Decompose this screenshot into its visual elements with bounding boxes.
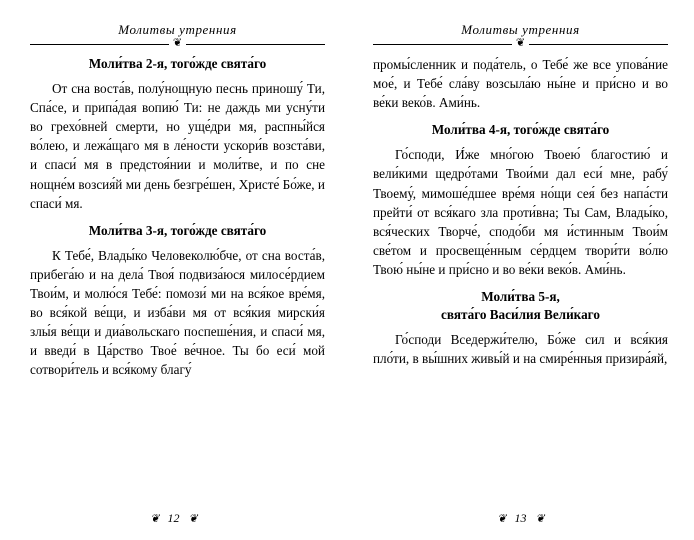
page-right — [347, 0, 694, 540]
header-rule-right — [373, 37, 668, 49]
rule-line-right-start — [373, 44, 512, 45]
ornament-icon: ❦ — [150, 513, 159, 525]
prayer-body-3: К Тебе́, Влады́ко Человеколю́бче, от сна воста́в, прибега́ю и на дела́ Твоя́ подвиза́юся милосе́рдием Твои́м, и молю́ся Тебе́: помози́ ми на вся́кое вре́мя, во вся́кой ве́щи, и изба́ви мя от вся́кия мирски́я злы́я ве́щи и диа́вольскаго поспеше́ния, и спаси́ мя, и введи́ в Ца́рство Твое́ ве́чное. Ты бо еси́ мой сотвори́тель и вся́кому благу́ — [30, 247, 325, 378]
prayer-heading-5-line2: свята́го Васи́лия Вели́каго — [441, 307, 600, 323]
ornament-icon: ❦ — [188, 513, 197, 525]
prayer-body-4: Го́споди, И́же мно́гою Твоею́ благостию́ и вели́кими щедро́тами Твои́ми дал еси́ мне, рабу́ Твоему́, мимоше́дшее вре́мя но́щи сея́ без напа́сти прейти́ от вся́каго зла проти́вна; Ты Сам, Влады́ко, вся́ческих Творче́, сподо́би мя и́стинным Твои́м све́том и просвеще́нным се́рдцем твори́ти во́лю Твою́ ны́не и при́сно и во ве́ки веко́в. Ами́нь. — [373, 147, 668, 278]
rule-line-left-start — [30, 44, 169, 45]
ornament-icon: ❦ — [535, 513, 544, 525]
running-head-right: Молитвы утренния — [461, 22, 580, 37]
prayer-body-2: От сна воста́в, полу́нощную песнь приношу́ Ти, Спа́се, и припа́дая вопию́ Ти: не даждь ми усну́ти во грехо́вней смерти, но уще́дри мя, распны́йся во́лею, и лежа́щаго мя в ле́ности ускори́в возста́ви, и спаси́ мя в предстоя́нии и моли́тве, и по сне нощне́м возсия́й ми день безгре́шен, Христе́ Бо́же, и спаси́ мя. — [30, 80, 325, 211]
prayer-body-5: Го́споди Вседержи́телю, Бо́же сил и вся́кия пло́ти, в вы́шних живы́й и на смире́нныя призира́яй, — [373, 331, 668, 366]
text-column-left — [30, 55, 325, 380]
footer-right — [347, 511, 694, 526]
rule-line-left-end — [186, 44, 325, 45]
prayer-heading-5-line1: Моли́тва 5-я, — [481, 289, 560, 305]
prayer-body-3-continued: промы́сленник и пода́тель, о Тебе́ же все упова́ние мое́, и Тебе́ сла́ву возсыла́ю ны́не и при́сно и во ве́ки веко́в. Ами́нь. — [373, 57, 668, 111]
text-column-right — [373, 55, 668, 368]
footer-left — [0, 511, 347, 526]
page-number-left: 12 — [167, 511, 180, 525]
prayer-heading-4: Моли́тва 4-я, того́жде свята́го — [431, 122, 610, 138]
ornament-icon: ❦ — [172, 37, 183, 49]
running-head-left: Молитвы утренния — [118, 22, 237, 37]
header-rule-left — [30, 37, 325, 49]
prayer-heading-3: Моли́тва 3-я, того́жде свята́го — [88, 222, 267, 238]
prayer-heading-2: Моли́тва 2-я, того́жде свята́го — [88, 56, 267, 71]
page-number-right: 13 — [514, 511, 527, 525]
ornament-icon: ❦ — [515, 37, 526, 49]
prayer-heading-5 — [373, 288, 668, 324]
ornament-icon: ❦ — [497, 513, 506, 525]
rule-line-right-end — [529, 44, 668, 45]
